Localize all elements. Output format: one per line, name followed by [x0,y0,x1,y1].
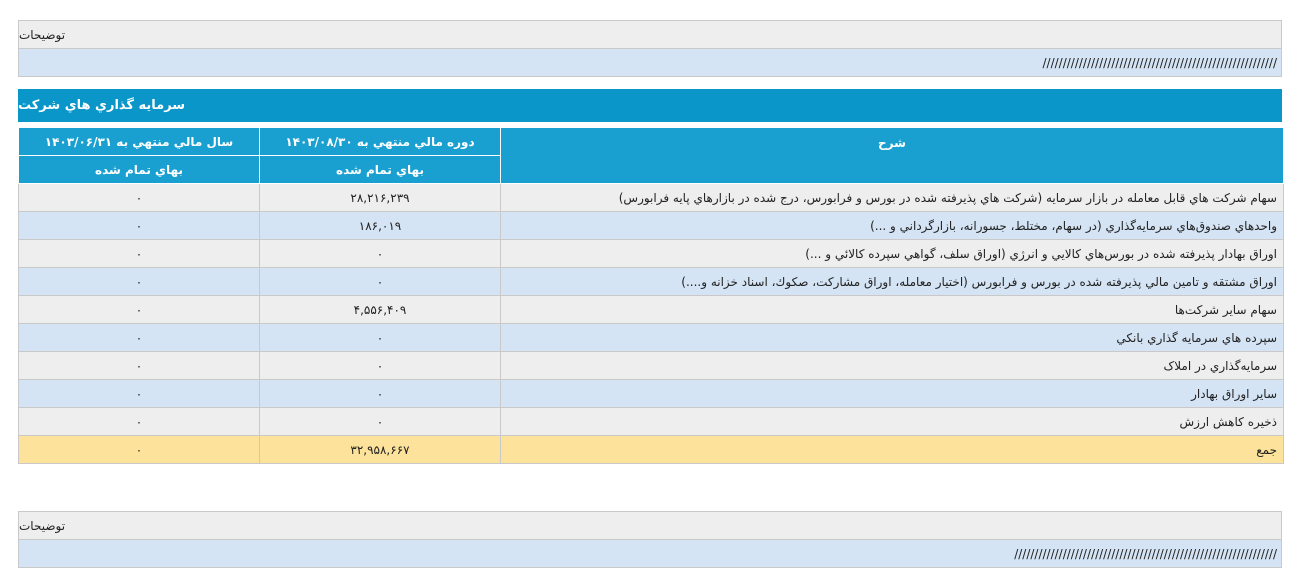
bottom-notes-label: توضيحات [19,512,1281,540]
table-row [19,184,1284,212]
row-description: سپرده هاي سرمايه گذاري بانكي [501,324,1284,352]
row-period-value: ۰ [260,408,501,436]
subheader-year-cost: بهاي تمام شده [19,156,260,184]
top-notes-box [18,20,1282,77]
row-year-value: ۰ [19,380,260,408]
total-label: جمع [501,436,1284,464]
row-description: ذخيره كاهش ارزش [501,408,1284,436]
top-notes-value: ////////////////////////////////////////////////////////// [19,49,1281,76]
header-description: شرح [501,128,1284,184]
row-period-value: ۰ [260,352,501,380]
row-description: سهام ساير شركت‌ها [501,296,1284,324]
table-row [19,324,1284,352]
row-period-value: ۰ [260,324,501,352]
row-year-value: ۰ [19,296,260,324]
row-year-value: ۰ [19,268,260,296]
row-description: اوراق بهادار پذيرفته شده در بورس‌هاي كالايي و انرژي (اوراق سلف، گواهي سپرده كالائي و ...) [501,240,1284,268]
total-period-value: ۳۲,۹۵۸,۶۶۷ [260,436,501,464]
row-description: ساير اوراق بهادار [501,380,1284,408]
row-period-value: ۴,۵۵۶,۴۰۹ [260,296,501,324]
header-period: دوره مالي منتهي به ۱۴۰۳/۰۸/۳۰ [260,128,501,156]
table-row [19,380,1284,408]
row-period-value: ۰ [260,268,501,296]
header-year: سال مالي منتهي به ۱۴۰۳/۰۶/۳۱ [19,128,260,156]
row-year-value: ۰ [19,240,260,268]
row-description: سهام شركت هاي قابل معامله در بازار سرمايه (شركت هاي پذيرفته شده در بورس و فرابورس، درج شده در بازارهاي پايه فرابورس) [501,184,1284,212]
top-notes-label: توضيحات [19,21,1281,49]
bottom-notes-box [18,511,1282,568]
table-row [19,268,1284,296]
row-year-value: ۰ [19,184,260,212]
row-description: اوراق مشتقه و تامين مالي پذيرفته شده در بورس و فرابورس (اختيار معامله، اوراق مشاركت، صكوك، اسناد خزانه و....) [501,268,1284,296]
row-period-value: ۰ [260,380,501,408]
row-period-value: ۱۸۶,۰۱۹ [260,212,501,240]
table-body [19,184,1284,464]
row-description: واحدهاي صندوق‌هاي سرمايه‌گذاري (در سهام، مختلط، جسورانه، بازارگرداني و ...) [501,212,1284,240]
row-period-value: ۰ [260,240,501,268]
row-year-value: ۰ [19,212,260,240]
total-row [19,436,1284,464]
row-year-value: ۰ [19,408,260,436]
table-row [19,408,1284,436]
table-row [19,240,1284,268]
table-row [19,296,1284,324]
row-period-value: ۲۸,۲۱۶,۲۳۹ [260,184,501,212]
row-description: سرمايه‌گذاري در املاک [501,352,1284,380]
investments-table [18,127,1284,464]
total-year-value: ۰ [19,436,260,464]
subheader-period-cost: بهاي تمام شده [260,156,501,184]
row-year-value: ۰ [19,352,260,380]
table-row [19,212,1284,240]
table-row [19,352,1284,380]
section-title: سرمايه گذاري هاي شركت [18,89,1282,122]
row-year-value: ۰ [19,324,260,352]
bottom-notes-value: ///////////////////////////////////////////////////////////////// [19,540,1281,567]
